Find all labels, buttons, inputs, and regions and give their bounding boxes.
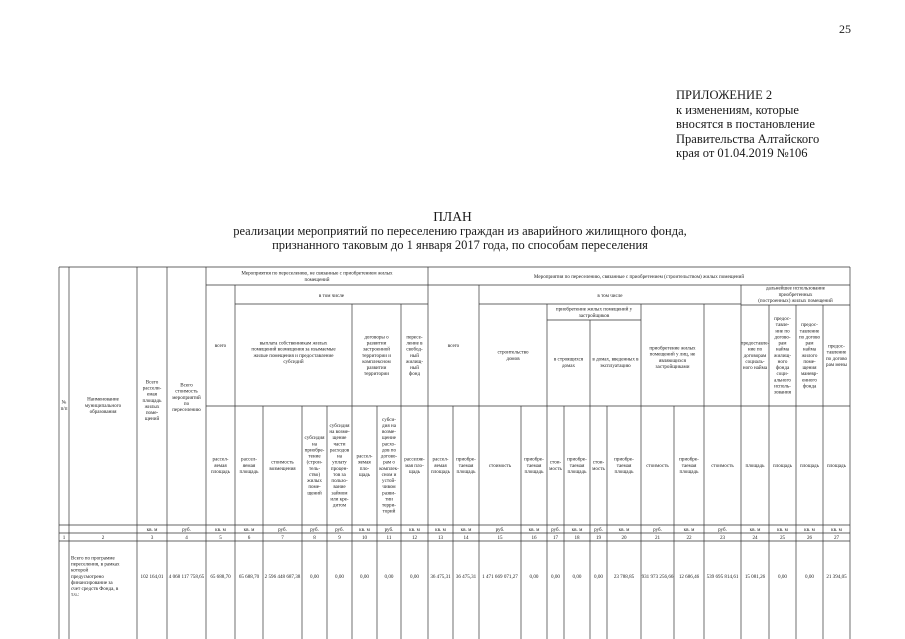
col-header-a-relocation: пересе-ление в свобод-ный жилищ-ный фонд bbox=[405, 334, 424, 378]
column-number: 7 bbox=[281, 534, 284, 541]
column-number: 6 bbox=[247, 534, 251, 541]
plan-subtitle-line: признанного таковым до 1 января 2017 года, по способам переселения bbox=[272, 238, 648, 252]
sub-header-acquired-area: приобре-таемая площадь bbox=[456, 456, 476, 475]
sub-header-acquired-area: приобре-таемая площадь bbox=[614, 456, 634, 475]
unit-label: кв. м bbox=[146, 526, 158, 533]
cell-value: 65 688,70 bbox=[210, 573, 231, 580]
sub-header-acquired-area: приобре-таемая площадь bbox=[679, 456, 699, 475]
col-header-b-purchase-building: в строящихся домах bbox=[553, 356, 584, 369]
col-header-a-payment: выплата собственникам жилых помещений возмещения за изымаемые жилые помещения и предоставление субсидий bbox=[251, 340, 336, 365]
col-header-b-total: всего bbox=[447, 342, 460, 349]
cell-value: 0,00 bbox=[360, 573, 369, 580]
cell-value: 0,00 bbox=[572, 573, 582, 580]
cell-value: 0,00 bbox=[778, 573, 787, 580]
cell-value: 23 788,85 bbox=[613, 573, 635, 580]
unit-label: руб. bbox=[182, 526, 191, 533]
cell-value: 0,00 bbox=[529, 573, 539, 580]
col-header-total-cost: Всего стоимость мероприятий по переселению bbox=[172, 382, 201, 414]
column-number: 15 bbox=[497, 534, 503, 541]
cell-value: 1 471 669 071,27 bbox=[482, 573, 518, 580]
group-header-purchase: Мероприятия по переселению, связанные с приобретением (строительством) жилых помещений bbox=[533, 273, 745, 280]
sub-header-cost: стои-мость bbox=[592, 459, 605, 472]
unit-label: кв. м bbox=[460, 526, 472, 533]
column-number: 25 bbox=[779, 534, 786, 541]
sub-header-area: рассел-яемая площадь bbox=[211, 456, 230, 475]
column-number: 20 bbox=[621, 534, 627, 541]
cell-value: 4 068 117 758,65 bbox=[168, 573, 205, 580]
sub-header-cost: стоимость bbox=[488, 462, 512, 469]
plan-title: ПЛАН bbox=[433, 209, 472, 224]
unit-label: руб. bbox=[335, 526, 344, 533]
column-number: 4 bbox=[185, 534, 188, 541]
column-number: 26 bbox=[806, 534, 813, 541]
unit-label: руб. bbox=[718, 526, 727, 533]
column-number: 24 bbox=[752, 534, 758, 541]
column-number: 10 bbox=[361, 534, 368, 541]
cell-value: 36 475,31 bbox=[455, 573, 477, 580]
sub-header-acquired-area: приобре-таемая площадь bbox=[567, 456, 587, 475]
unit-label: кв. м bbox=[777, 526, 788, 533]
sub-header-area: площадь bbox=[827, 462, 846, 469]
col-header-a-total: всего bbox=[214, 342, 227, 349]
cell-value: 15 081,26 bbox=[744, 573, 766, 580]
col-header-num: № п/п bbox=[60, 399, 68, 412]
unit-label: руб. bbox=[495, 526, 505, 533]
column-number: 5 bbox=[219, 534, 222, 541]
sub-header-cost: стои-мость bbox=[549, 459, 562, 472]
sub-header-area: площадь bbox=[800, 462, 819, 469]
sub-header-area: площадь bbox=[745, 462, 765, 469]
sub-header-area: расселяе-мая пло-щадь bbox=[404, 456, 425, 475]
unit-label: кв. м bbox=[528, 526, 540, 533]
col-header-social-use-fund: предос-тавле-ние по догово-рам найма жилищ-ного фонда соци-ального исполь-зования bbox=[773, 316, 792, 396]
sub-header-subsidy-purchase: субсидия на приобре-тение (строи-тель-ство) жилых поме-щений bbox=[304, 435, 325, 497]
cell-value: 65 688,70 bbox=[238, 573, 260, 580]
unit-label: кв. м bbox=[571, 526, 583, 533]
appendix-line: вносятся в постановление bbox=[676, 117, 815, 131]
unit-label: руб. bbox=[278, 526, 287, 533]
row-label: Всего по программе переселения, в рамках которой предусмотрено финансирование за счет средств Фонда, в т.ч.: bbox=[71, 555, 120, 599]
unit-label: руб. bbox=[384, 526, 394, 533]
cell-value: 0,00 bbox=[594, 573, 603, 580]
cell-value: 0,00 bbox=[335, 573, 344, 580]
col-header-b-purchase-not-developer: приобретение жилых помещений у лиц, не являющихся застройщиками bbox=[649, 345, 696, 370]
group-header-not-purchase: Мероприятия по переселению, не связанные с приобретением жилых помещений bbox=[241, 270, 393, 283]
cell-value: 21 394,05 bbox=[826, 573, 847, 580]
unit-label: кв. м bbox=[683, 526, 695, 533]
cell-value: 2 596 448 687,38 bbox=[264, 573, 301, 580]
sub-header-subsidy-interest: субсидия на возме-щение части расходов на уплату процен-тов за пользо-вание займом или кре-дитом bbox=[329, 423, 350, 509]
unit-label: руб. bbox=[594, 526, 603, 533]
column-number: 16 bbox=[531, 534, 537, 541]
column-number: 3 bbox=[150, 534, 154, 541]
col-header-further-use: дальнейшее использование приобретенных (построенных) жилых помещений bbox=[758, 285, 833, 304]
col-header-maneuver-fund: предос-тавление по догово рам найма жилого поме-щения маневр-енного фонда bbox=[798, 322, 821, 390]
column-number: 11 bbox=[386, 534, 392, 541]
unit-label: кв. м bbox=[215, 526, 226, 533]
sub-header-cost: стоимость возмещения bbox=[269, 459, 296, 472]
col-header-social-rent: предоставле-ние по договорам социаль-ного найма bbox=[740, 340, 770, 372]
column-number: 1 bbox=[62, 534, 66, 541]
unit-label: кв. м bbox=[831, 526, 842, 533]
unit-label: кв. м bbox=[618, 526, 630, 533]
sub-header-contract-subsidy: субси-дия на возме-щение расхо-дов по догово-рам о комплек-сном и устой-чивом разви-тии терри-торий bbox=[379, 416, 399, 515]
col-header-b-purchase: приобретение жилых помещений у застройщиков bbox=[555, 306, 633, 319]
column-number: 12 bbox=[411, 534, 418, 541]
unit-label: кв. м bbox=[409, 526, 420, 533]
unit-label: кв. м bbox=[804, 526, 815, 533]
column-number: 9 bbox=[338, 534, 341, 541]
column-number: 17 bbox=[552, 534, 559, 541]
unit-label: руб. bbox=[653, 526, 662, 533]
sub-header-acquired-area: приобре-таемая площадь bbox=[524, 456, 544, 475]
sub-header-area: рассел-яемая пло-щадь bbox=[356, 453, 373, 478]
sub-header-area: рассел-яемая площадь bbox=[239, 456, 259, 475]
column-number: 8 bbox=[313, 534, 316, 541]
sub-header-area: рассел-яемая площадь bbox=[431, 456, 450, 475]
cell-value: 0,00 bbox=[805, 573, 814, 580]
cell-value: 0,00 bbox=[310, 573, 319, 580]
column-number: 13 bbox=[437, 534, 444, 541]
col-header-a-incl: в том числе bbox=[318, 292, 345, 299]
appendix-line: ПРИЛОЖЕНИЕ 2 bbox=[676, 88, 773, 102]
column-number: 18 bbox=[574, 534, 580, 541]
cell-value: 102 164,01 bbox=[140, 573, 164, 580]
unit-label: руб. bbox=[551, 526, 560, 533]
cell-value: 12 686,46 bbox=[678, 573, 700, 580]
column-number: 23 bbox=[719, 534, 726, 541]
cell-value: 36 475,31 bbox=[430, 573, 451, 580]
column-number: 21 bbox=[654, 534, 661, 541]
unit-label: руб. bbox=[310, 526, 319, 533]
col-header-a-contracts: договоры о развитии застроенной территории и комплексном развитии территории bbox=[361, 334, 392, 378]
page-number: 25 bbox=[839, 22, 851, 36]
cell-value: 539 695 814,61 bbox=[706, 573, 739, 580]
column-number: 2 bbox=[101, 534, 105, 541]
sub-header-cost: стоимость bbox=[646, 462, 669, 469]
unit-label: кв. м bbox=[359, 526, 370, 533]
cell-value: 0,00 bbox=[384, 573, 394, 580]
appendix-line: к изменениям, которые bbox=[676, 102, 799, 117]
cell-value: 931 973 256,66 bbox=[641, 573, 674, 580]
appendix-line: Правительства Алтайского bbox=[676, 131, 820, 146]
column-number: 19 bbox=[595, 534, 602, 541]
column-number: 14 bbox=[463, 534, 469, 541]
cell-value: 0,00 bbox=[551, 573, 560, 580]
unit-label: кв. м bbox=[435, 526, 446, 533]
col-header-exchange: предос-тавление по догово рам мены bbox=[825, 343, 848, 368]
col-header-name: Наименование муниципального образования bbox=[84, 396, 122, 415]
column-number: 22 bbox=[686, 534, 692, 541]
col-header-b-incl: в том числе bbox=[597, 292, 623, 299]
plan-subtitle-line: реализации мероприятий по переселению граждан из аварийного жилищного фонда, bbox=[233, 224, 687, 238]
sub-header-cost: стоимость bbox=[711, 462, 734, 469]
column-number: 27 bbox=[833, 534, 840, 541]
col-header-b-construction: строительство домов bbox=[497, 349, 529, 362]
sub-header-area: площадь bbox=[773, 462, 792, 469]
appendix-line: края от 01.04.2019 №106 bbox=[676, 146, 808, 160]
col-header-b-purchase-commissioned: в домах, введенных в эксплуатацию bbox=[592, 356, 639, 369]
col-header-total-area: Всего рассели-емая площадь жилых поме-щений bbox=[142, 379, 162, 423]
unit-label: кв. м bbox=[749, 526, 761, 533]
unit-label: кв. м bbox=[243, 526, 255, 533]
cell-value: 0,00 bbox=[410, 573, 419, 580]
